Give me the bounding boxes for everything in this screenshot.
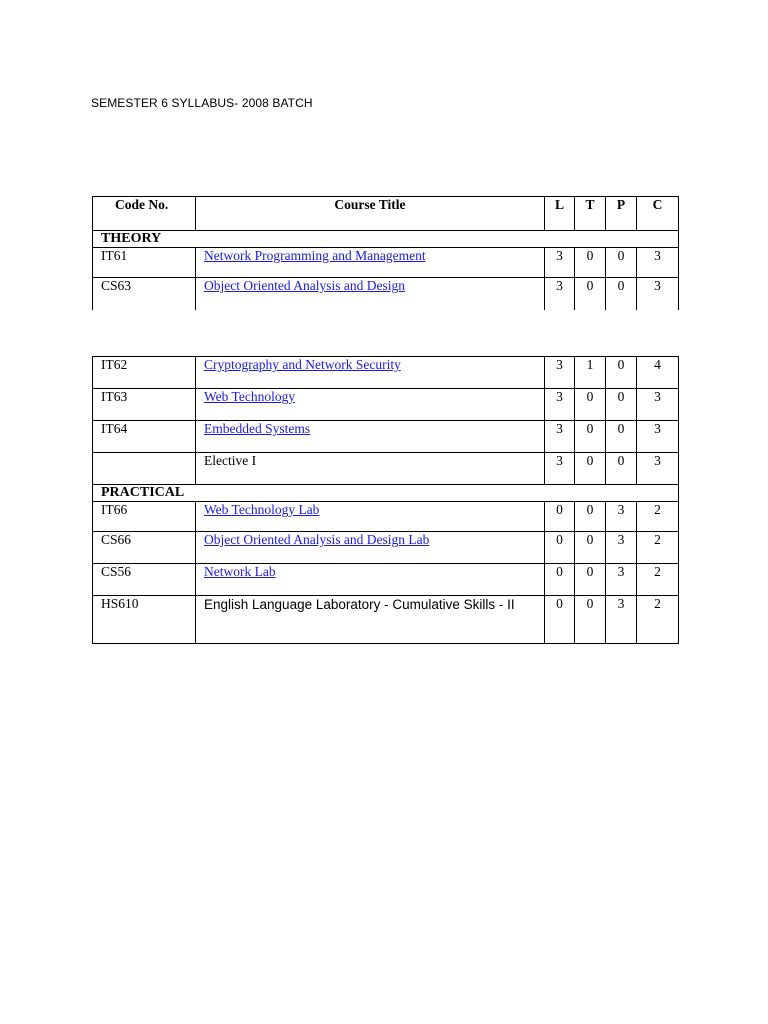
tutorial-hours: 0 — [575, 532, 606, 564]
practical-hours: 0 — [606, 453, 637, 485]
course-title-cell — [196, 564, 545, 596]
course-title-link[interactable]: Embedded Systems — [204, 421, 311, 436]
lecture-hours: 3 — [545, 421, 575, 453]
course-code: IT61 — [93, 248, 196, 278]
tutorial-hours: 0 — [575, 596, 606, 644]
section-row-practical — [93, 485, 679, 502]
course-code: CS56 — [93, 564, 196, 596]
table-row — [93, 502, 679, 532]
table-row — [93, 278, 679, 310]
header-p: P — [606, 197, 637, 231]
table-row — [93, 532, 679, 564]
header-code: Code No. — [93, 197, 196, 231]
lecture-hours: 3 — [545, 278, 575, 310]
credits: 2 — [637, 596, 679, 644]
tutorial-hours: 0 — [575, 248, 606, 278]
practical-hours: 3 — [606, 502, 637, 532]
tutorial-hours: 0 — [575, 502, 606, 532]
credits: 4 — [637, 357, 679, 389]
lecture-hours: 0 — [545, 564, 575, 596]
credits: 2 — [637, 502, 679, 532]
section-row-theory — [93, 231, 679, 248]
table-header-row — [93, 197, 679, 231]
course-title-link[interactable]: Object Oriented Analysis and Design — [204, 278, 405, 293]
course-title-cell — [196, 532, 545, 564]
table-row — [93, 453, 679, 485]
course-title-cell — [196, 389, 545, 421]
practical-hours: 3 — [606, 596, 637, 644]
practical-hours: 0 — [606, 389, 637, 421]
lecture-hours: 3 — [545, 357, 575, 389]
course-title: English Language Laboratory - Cumulative Skills - II — [196, 596, 545, 644]
practical-hours: 0 — [606, 278, 637, 310]
course-code: IT62 — [93, 357, 196, 389]
table-row — [93, 248, 679, 278]
syllabus-table-part-2 — [92, 356, 679, 644]
practical-hours: 3 — [606, 564, 637, 596]
course-title-cell — [196, 421, 545, 453]
lecture-hours: 3 — [545, 453, 575, 485]
header-l: L — [545, 197, 575, 231]
practical-hours: 0 — [606, 421, 637, 453]
credits: 2 — [637, 564, 679, 596]
tutorial-hours: 0 — [575, 389, 606, 421]
credits: 3 — [637, 278, 679, 310]
credits: 3 — [637, 421, 679, 453]
course-title-link[interactable]: Network Lab — [204, 564, 276, 579]
course-code: CS63 — [93, 278, 196, 310]
lecture-hours: 0 — [545, 502, 575, 532]
course-code: IT66 — [93, 502, 196, 532]
tutorial-hours: 0 — [575, 278, 606, 310]
practical-hours: 0 — [606, 248, 637, 278]
header-c: C — [637, 197, 679, 231]
table-row — [93, 564, 679, 596]
table-row — [93, 421, 679, 453]
course-title-link[interactable]: Network Programming and Management — [204, 248, 426, 263]
document-title: SEMESTER 6 SYLLABUS- 2008 BATCH — [91, 96, 313, 110]
course-code — [93, 453, 196, 485]
lecture-hours: 0 — [545, 532, 575, 564]
course-title-cell — [196, 278, 545, 310]
lecture-hours: 0 — [545, 596, 575, 644]
table-row — [93, 389, 679, 421]
course-code: HS610 — [93, 596, 196, 644]
section-label-theory: THEORY — [93, 231, 679, 248]
section-label-practical: PRACTICAL — [93, 485, 679, 502]
course-title-cell — [196, 502, 545, 532]
tutorial-hours: 0 — [575, 421, 606, 453]
tutorial-hours: 0 — [575, 564, 606, 596]
course-title-link[interactable]: Cryptography and Network Security — [204, 357, 401, 372]
header-t: T — [575, 197, 606, 231]
course-code: IT63 — [93, 389, 196, 421]
course-title-link[interactable]: Web Technology Lab — [204, 502, 320, 517]
course-title-cell — [196, 357, 545, 389]
syllabus-table-part-1 — [92, 196, 679, 310]
course-code: IT64 — [93, 421, 196, 453]
course-code: CS66 — [93, 532, 196, 564]
lecture-hours: 3 — [545, 389, 575, 421]
table-row — [93, 357, 679, 389]
course-title-cell — [196, 248, 545, 278]
credits: 3 — [637, 453, 679, 485]
practical-hours: 3 — [606, 532, 637, 564]
course-title: Elective I — [196, 453, 545, 485]
header-course-title: Course Title — [196, 197, 545, 231]
table-row — [93, 596, 679, 644]
practical-hours: 0 — [606, 357, 637, 389]
course-title-link[interactable]: Object Oriented Analysis and Design Lab — [204, 532, 430, 547]
tutorial-hours: 1 — [575, 357, 606, 389]
tutorial-hours: 0 — [575, 453, 606, 485]
credits: 3 — [637, 248, 679, 278]
credits: 2 — [637, 532, 679, 564]
course-title-link[interactable]: Web Technology — [204, 389, 296, 404]
lecture-hours: 3 — [545, 248, 575, 278]
credits: 3 — [637, 389, 679, 421]
